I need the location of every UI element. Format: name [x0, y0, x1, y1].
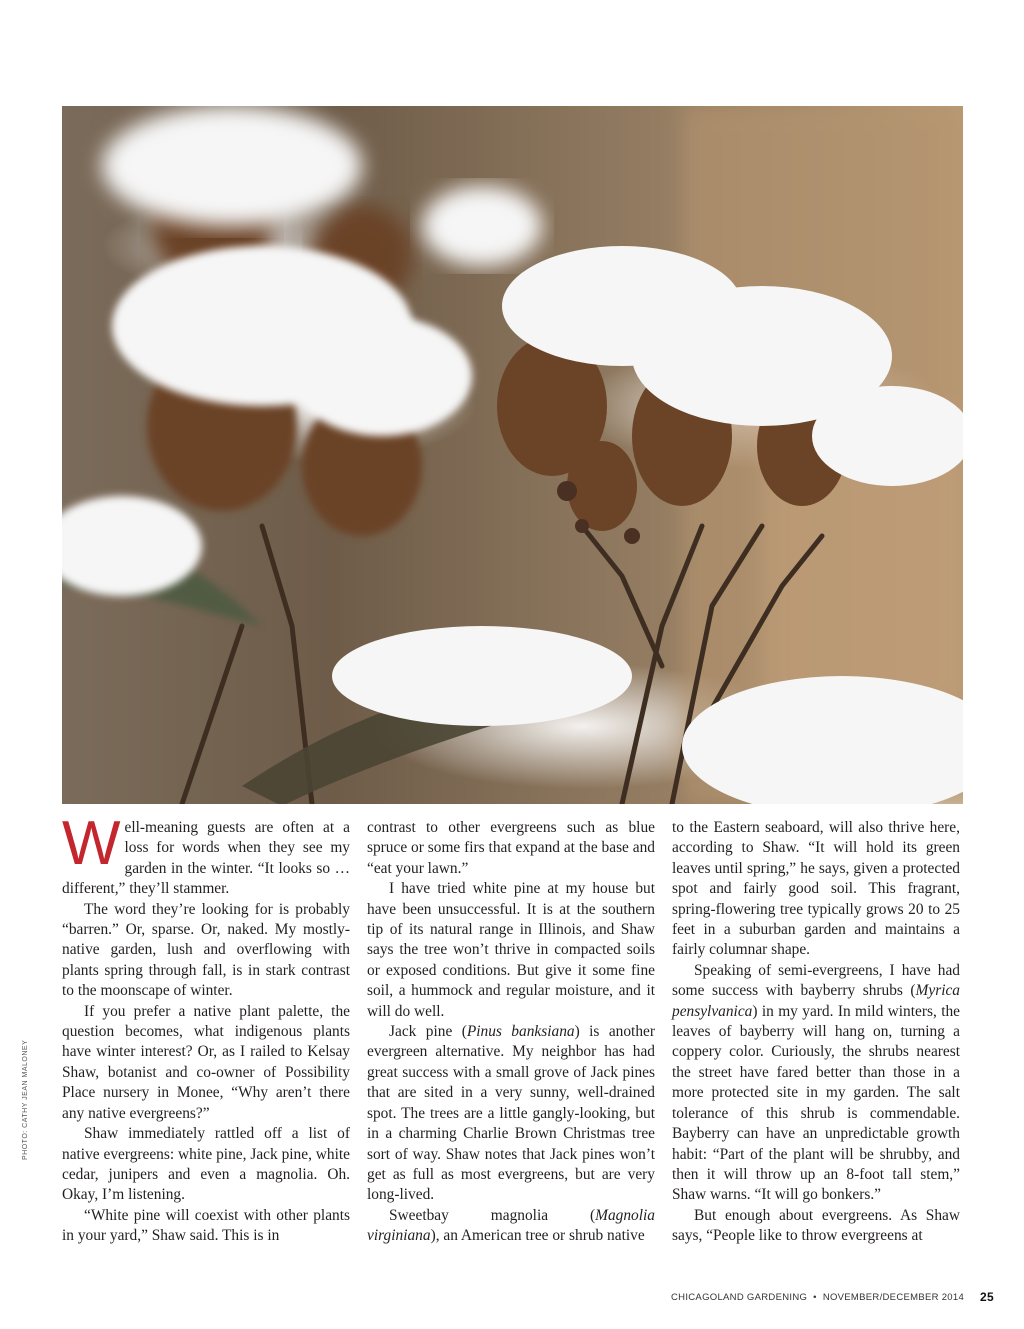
- article-paragraph: “White pine will coexist with other plants in your yard,” Shaw said. This is in: [62, 1206, 350, 1245]
- issue-date: NOVEMBER/DECEMBER 2014: [822, 1291, 965, 1303]
- article-paragraph: Sweetbay magnolia (Magnolia virginiana), an American tree or shrub native: [367, 1206, 655, 1245]
- article-paragraph: Jack pine (Pinus banksiana) is another evergreen alternative. My neighbor has had great success with a small grove of Jack pines that are sited in a very sunny, well-drained spot. The trees are a little gangly-looking, but in a charming Charlie Brown Christmas tree sort of way. Shaw notes that Jack pines won’t get as full as most evergreens, but are very long-lived.: [367, 1023, 655, 1204]
- article-paragraph: Well-meaning guests are often at a loss for words when they see my garden in the winter. “It looks so … different,” they’ll stammer.: [62, 809, 350, 898]
- publication-name: CHICAGOLAND GARDENING: [671, 1291, 808, 1303]
- article-column-3: [672, 818, 960, 1247]
- article-paragraph: If you prefer a native plant palette, the question becomes, what indigenous plants have winter interest? Or, as I railed to Kelsay Shaw, botanist and co-owner of Possibility Place nursery in Monee, “Why aren’t there any native evergreens?”: [62, 1002, 350, 1122]
- footer-separator: •: [813, 1291, 817, 1303]
- article-paragraph: Speaking of semi-evergreens, I have had some success with bayberry shrubs (Myrica pensylvanica) in my yard. In mild winters, the leaves of bayberry will hang on, turning a coppery color. Curiously, the shrubs nearest the street have fared better than those in a more protected site in my garden. The salt tolerance of this shrub is commendable. Bayberry can have an unpredictable growth habit: “Part of the plant will be shrubby, and then it will throw up an 8-foot tall stem,” Shaw warns. “It will go bonkers.”: [672, 961, 960, 1204]
- species-name: Magnolia virginiana: [367, 1206, 655, 1245]
- photo-credit: PHOTO: CATHY JEAN MALONEY: [22, 1039, 29, 1160]
- photo-illustration: [62, 106, 963, 804]
- article-body: [62, 809, 963, 1288]
- species-name: Myrica pensylvanica: [672, 982, 960, 1020]
- snow-covered-seedheads-photo: [62, 106, 963, 804]
- article-paragraph: to the Eastern seaboard, will also thrive here, according to Shaw. “It will hold its green leaves until spring,” he says, given a protected spot and fairly good soil. This fragrant, spring-flowering tree typically grows 20 to 25 feet in a suburban garden and maintains a fairly columnar shape.: [672, 819, 960, 959]
- article-paragraph: contrast to other evergreens such as blue spruce or some firs that expand at the base and “eat your lawn.”: [367, 819, 655, 877]
- article-paragraph: I have tried white pine at my house but have been unsuccessful. It is at the southern tip of its natural range in Illinois, and Shaw says the tree won’t thrive in compacted soils or exposed conditions. But give it some fine soil, a hummock and regular moisture, and it will do well.: [367, 880, 655, 1020]
- article-paragraph: But enough about evergreens. As Shaw says, “People like to throw evergreens at: [672, 1206, 960, 1245]
- article-column-1: [62, 809, 350, 1247]
- article-paragraph: The word they’re looking for is probably “barren.” Or, sparse. Or, naked. My mostly-native garden, lush and overflowing with plants spring through fall, is in stark contrast to the moonscape of winter.: [62, 900, 350, 1000]
- species-name: Pinus banksiana: [466, 1023, 575, 1041]
- article-paragraph: Shaw immediately rattled off a list of native evergreens: white pine, Jack pine, white cedar, junipers and even a magnolia. Oh. Okay, I’m listening.: [62, 1125, 350, 1204]
- page-number: 25: [980, 1290, 994, 1304]
- page-footer: [671, 1290, 994, 1304]
- article-column-2: [367, 818, 655, 1247]
- drop-cap: W: [62, 809, 121, 878]
